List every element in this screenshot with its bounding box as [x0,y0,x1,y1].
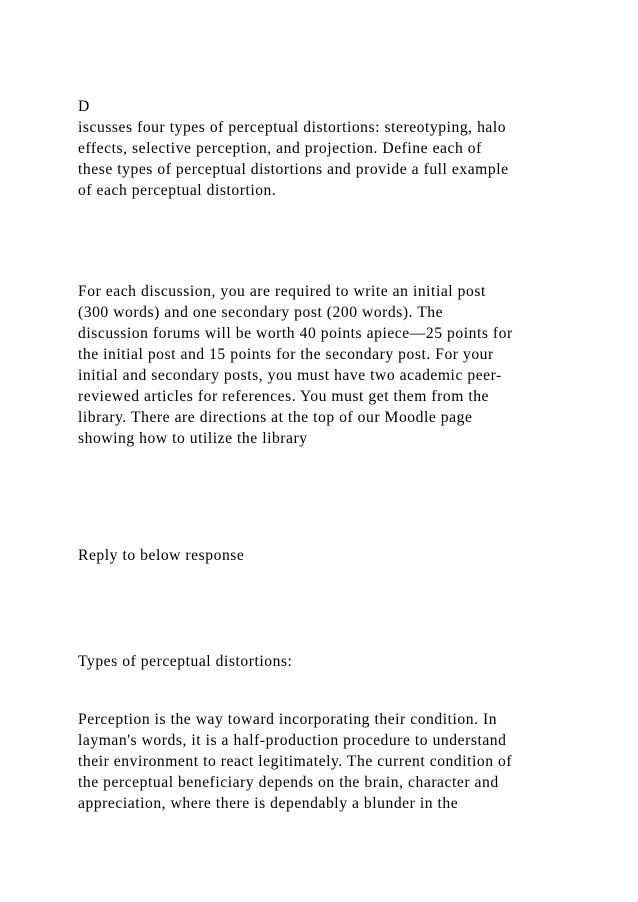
response-line: appreciation, where there is dependably a blunder in the [78,795,459,812]
response-line: the perceptual beneficiary depends on the brain, character and [78,774,499,791]
instructions-line: discussion forums will be worth 40 points apiece—25 points for [78,325,513,342]
instructions-line: reviewed articles for references. You must get them from the [78,388,490,405]
instructions-line: library. There are directions at the top of our Moodle page [78,409,473,426]
instructions-line: (300 words) and one secondary post (200 words). The [78,304,444,321]
instructions-line: the initial post and 15 points for the secondary post. For your [78,346,494,363]
prompt-line: of each perceptual distortion. [78,182,277,199]
instructions-line: showing how to utilize the library [78,430,308,447]
prompt-line: these types of perceptual distortions and provide a full example [78,161,509,178]
prompt-line: D [78,98,90,115]
response-line: Perception is the way toward incorporating their condition. In [78,711,498,728]
prompt-line: iscusses four types of perceptual distortions: stereotyping, halo [78,119,507,136]
prompt-line: effects, selective perception, and projection. Define each of [78,140,482,157]
response-line: their environment to react legitimately. The current condition of [78,753,513,770]
response-line: layman's words, it is a half-production procedure to understand [78,732,507,749]
reply-instruction: Reply to below response [78,547,245,564]
instructions-line: initial and secondary posts, you must have two academic peer- [78,367,502,384]
instructions-line: For each discussion, you are required to write an initial post [78,283,486,300]
section-heading: Types of perceptual distortions: [78,653,293,670]
